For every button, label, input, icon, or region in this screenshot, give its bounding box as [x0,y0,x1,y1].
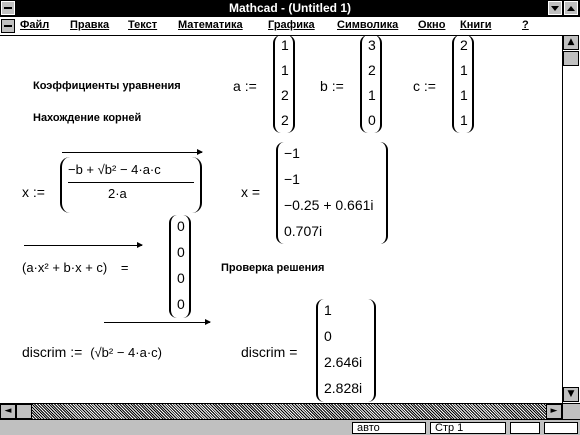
status-field-empty [544,422,578,434]
vector-check-result [169,215,191,318]
var-x: x [241,184,248,200]
vector-b [360,35,382,133]
var-b: b [320,78,328,94]
check-value: 0 [177,244,185,260]
a-value: 1 [281,62,289,78]
var-c: c [413,78,420,94]
a-value: 2 [281,87,289,103]
c-value: 2 [460,37,468,53]
discrim-expr: (√b² − 4·a·c) [90,345,162,360]
assign-op: := [70,344,83,360]
x-value: −1 [284,145,300,161]
x-value: −0.25 + 0.661i [284,197,374,213]
equals-op: = [120,260,129,275]
status-page: Стр 1 [430,422,506,434]
horizontal-scroll-thumb[interactable] [16,404,32,419]
worksheet[interactable] [0,35,562,403]
equals-op: = [251,184,261,200]
var-a: a [233,78,241,94]
minimize-icon [551,6,559,11]
check-expression[interactable] [22,260,128,275]
window-title: Mathcad - (Untitled 1) [229,1,351,15]
title-bar [0,0,580,17]
scroll-corner [562,403,580,419]
menu-symbolics[interactable]: Символика [337,19,399,31]
x-value: 0.707i [284,223,323,239]
menu-text[interactable]: Текст [128,19,158,31]
document-menu-button[interactable] [1,19,15,33]
arrow-down-icon: ▼ [567,389,575,399]
menu-bar [0,17,580,36]
check-value: 0 [177,218,185,234]
status-bar [0,419,580,435]
c-value: 1 [460,87,468,103]
x-evaluation[interactable] [241,184,260,200]
arrow-right-icon: ► [550,406,558,416]
fraction-bar [68,182,194,183]
a-value: 1 [281,37,289,53]
menu-edit[interactable]: Правка [70,19,110,31]
vectorize-arrow [62,152,202,153]
document-menu-icon [4,25,12,27]
arrow-up-icon: ▲ [567,37,575,47]
b-definition[interactable] [320,78,344,94]
check-value: 0 [177,270,185,286]
discrim-evaluation[interactable] [241,344,297,360]
vector-x-result [276,142,388,244]
label-check: Проверка решения [221,262,325,274]
menu-help[interactable]: ? [522,19,529,31]
x-formula-numerator: −b + √b² − 4·a·c [68,162,161,177]
minimize-button[interactable] [548,1,562,15]
vertical-scrollbar[interactable] [562,35,580,403]
scroll-left-button[interactable] [0,404,16,419]
scroll-right-button[interactable] [546,404,562,419]
maximize-icon [567,6,575,11]
menu-file[interactable]: Файл [20,19,50,31]
b-value: 2 [368,62,376,78]
menu-graphics[interactable]: Графика [268,19,315,31]
c-definition[interactable] [413,78,436,94]
vector-a [273,35,295,133]
horizontal-scrollbar[interactable] [0,403,562,419]
label-roots: Нахождение корней [33,112,142,124]
equals-op: = [289,344,298,360]
x-formula [60,157,202,213]
arrow-left-icon: ◄ [4,406,12,416]
menu-window[interactable]: Окно [418,19,446,31]
label-coefficients: Коэффициенты уравнения [33,80,181,92]
vectorize-arrow [24,245,142,246]
scroll-track[interactable] [32,404,546,419]
status-mode: авто [352,422,426,434]
c-value: 1 [460,62,468,78]
menu-math[interactable]: Математика [178,19,243,31]
maximize-button[interactable] [564,1,578,15]
x-formula-denominator: 2·a [108,186,127,201]
a-value: 2 [281,112,289,128]
b-value: 0 [368,112,376,128]
assign-op: := [32,184,45,200]
scroll-down-button[interactable] [563,387,579,402]
check-value: 0 [177,296,185,312]
vector-c [452,35,474,133]
discrim-definition[interactable] [22,344,162,360]
c-value: 1 [460,112,468,128]
status-field-empty [510,422,540,434]
assign-op: := [244,78,257,94]
b-value: 1 [368,87,376,103]
vector-discrim-result [316,299,376,402]
check-expr-text: (a·x² + b·x + c) [22,260,108,275]
x-value: −1 [284,171,300,187]
vertical-scroll-thumb[interactable] [563,51,579,66]
x-definition[interactable] [22,184,45,200]
assign-op: := [423,78,436,94]
discrim-value: 1 [324,302,332,318]
scroll-up-button[interactable] [563,35,579,50]
vectorize-arrow [104,322,210,323]
discrim-value: 2.646i [324,354,363,370]
var-discrim: discrim [241,344,286,360]
menu-books[interactable]: Книги [460,19,492,31]
discrim-value: 0 [324,328,332,344]
assign-op: := [331,78,344,94]
var-x: x [22,184,29,200]
var-discrim: discrim [22,344,67,360]
discrim-value: 2.828i [324,380,363,396]
a-definition[interactable] [233,78,257,94]
b-value: 3 [368,37,376,53]
